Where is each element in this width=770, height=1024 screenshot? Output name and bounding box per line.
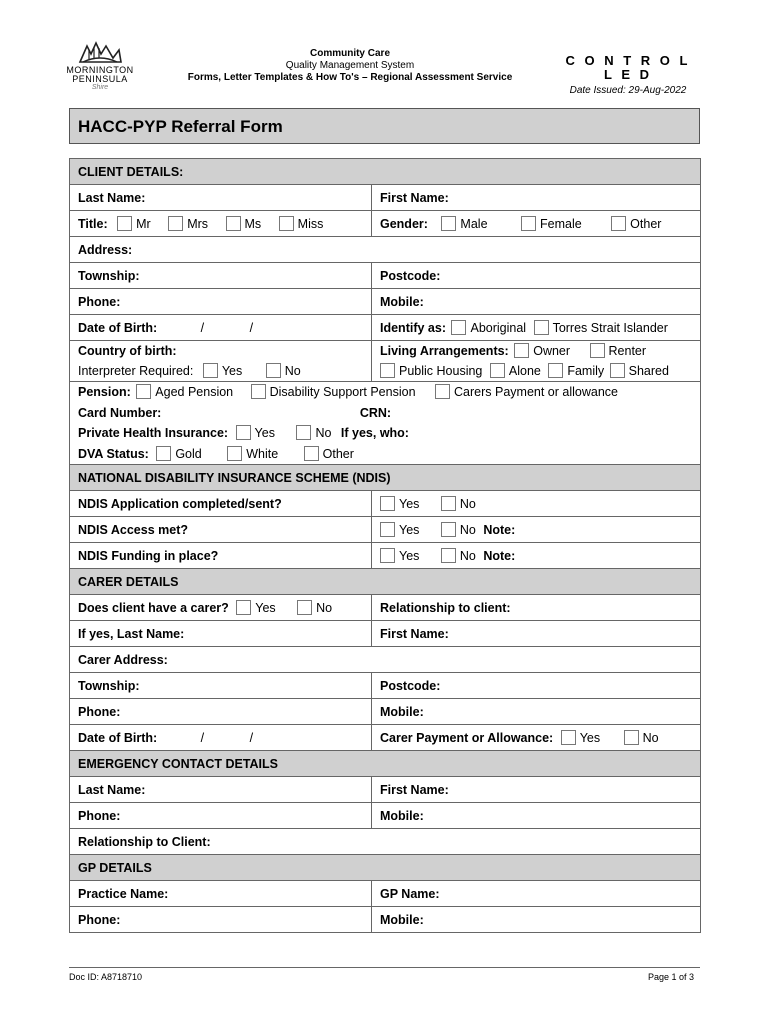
gp-phone-field[interactable] xyxy=(70,907,372,933)
option-label: Alone xyxy=(508,364,541,378)
field-label: NDIS Funding in place? xyxy=(78,548,219,563)
field-label: Date of Birth: xyxy=(78,320,158,335)
checkbox-family[interactable] xyxy=(548,363,563,378)
section-row xyxy=(70,751,701,777)
checkbox-interpreter-no[interactable] xyxy=(266,363,281,378)
gp-name-field[interactable] xyxy=(372,881,701,907)
ndis-access-options xyxy=(372,517,701,543)
date-issued: Date Issued: 29-Aug-2022 xyxy=(569,85,687,96)
checkbox-renter[interactable] xyxy=(590,343,605,358)
option-label: Miss xyxy=(297,217,324,231)
option-label: Aged Pension xyxy=(155,385,234,399)
emergency-phone-field[interactable] xyxy=(70,803,372,829)
option-label: Carers Payment or allowance xyxy=(454,385,618,399)
if-yes-who-label: If yes, who: xyxy=(340,426,409,440)
dva-label: DVA Status: xyxy=(78,446,149,461)
section-row xyxy=(70,465,701,491)
note-label: Note: xyxy=(483,523,516,537)
field-label: Last Name: xyxy=(78,190,146,205)
logo-emblem-icon xyxy=(77,40,123,66)
page-footer xyxy=(69,967,700,982)
carer-mobile-field[interactable] xyxy=(372,699,701,725)
option-label: No xyxy=(459,523,476,537)
field-label: Township: xyxy=(78,268,140,283)
option-label: Yes xyxy=(255,601,276,615)
option-label: Renter xyxy=(608,344,647,358)
option-label: Yes xyxy=(254,426,275,440)
option-label: Torres Strait Islander xyxy=(552,321,668,335)
table-row xyxy=(70,595,701,621)
table-row xyxy=(70,289,701,315)
header-center xyxy=(155,48,545,84)
field-label: Mobile: xyxy=(380,704,424,719)
interpreter-label: Interpreter Required: xyxy=(78,364,194,378)
controlled-label: C O N T R O L L E D xyxy=(565,53,691,82)
emergency-mobile-field[interactable] xyxy=(372,803,701,829)
doc-id: Doc ID: A8718710 xyxy=(69,972,143,982)
carer-address-field[interactable] xyxy=(70,647,701,673)
checkbox-ndis-access-no[interactable] xyxy=(441,522,456,537)
table-row xyxy=(70,829,701,855)
client-dob-field[interactable] xyxy=(70,315,372,341)
carer-section-heading: CARER DETAILS xyxy=(70,569,701,595)
client-township-field[interactable] xyxy=(70,263,372,289)
table-row xyxy=(70,907,701,933)
option-label: Yes xyxy=(579,731,601,745)
checkbox-dva-other[interactable] xyxy=(304,446,319,461)
header-subtitle: Forms, Letter Templates & How To's – Regional Assessment Service xyxy=(187,72,513,83)
option-label: No xyxy=(642,731,659,745)
table-row xyxy=(70,491,701,517)
field-label: NDIS Application completed/sent? xyxy=(78,496,282,511)
option-label: Female xyxy=(540,217,582,231)
carer-township-field[interactable] xyxy=(70,673,372,699)
checkbox-dva-white[interactable] xyxy=(227,446,242,461)
table-row xyxy=(70,263,701,289)
table-row xyxy=(70,621,701,647)
form-title: HACC-PYP Referral Form xyxy=(69,108,700,144)
option-label: No xyxy=(316,601,333,615)
checkbox-carer-payment-yes[interactable] xyxy=(561,730,576,745)
checkbox-carer-yes[interactable] xyxy=(236,600,251,615)
table-row xyxy=(70,699,701,725)
checkbox-health-no[interactable] xyxy=(296,425,311,440)
field-label: Carer Payment or Allowance: xyxy=(380,731,554,745)
header-right xyxy=(558,54,698,98)
checkbox-ndis-funding-no[interactable] xyxy=(441,548,456,563)
checkbox-ndis-funding-yes[interactable] xyxy=(380,548,395,563)
checkbox-other-gender[interactable] xyxy=(611,216,626,231)
carer-first-name-field[interactable] xyxy=(372,621,701,647)
referral-form-table xyxy=(69,158,701,933)
section-row xyxy=(70,159,701,185)
field-label: NDIS Access met? xyxy=(78,522,188,537)
carer-dob-field[interactable] xyxy=(70,725,372,751)
checkbox-miss[interactable] xyxy=(279,216,294,231)
field-label: Last Name: xyxy=(78,782,146,797)
checkbox-alone[interactable] xyxy=(490,363,505,378)
field-label: Carer Address: xyxy=(78,652,168,667)
option-label: Yes xyxy=(221,364,243,378)
gp-mobile-field[interactable] xyxy=(372,907,701,933)
emergency-section-heading: EMERGENCY CONTACT DETAILS xyxy=(70,751,701,777)
client-address-field[interactable] xyxy=(70,237,701,263)
table-row xyxy=(70,382,701,465)
option-label: White xyxy=(246,446,279,461)
option-label: Mrs xyxy=(187,217,209,231)
field-label: Mobile: xyxy=(380,912,424,927)
date-separator: / xyxy=(249,320,254,335)
living-label: Living Arrangements: xyxy=(380,344,509,358)
carer-relationship-field[interactable] xyxy=(372,595,701,621)
page-header xyxy=(60,38,710,98)
option-label: No xyxy=(459,497,476,511)
option-label: Disability Support Pension xyxy=(269,385,416,399)
field-label: If yes, Last Name: xyxy=(78,626,185,641)
option-label: No xyxy=(315,426,332,440)
field-label: Mobile: xyxy=(380,294,424,309)
carer-payment-options xyxy=(372,725,701,751)
logo-line3: Shire xyxy=(91,84,109,91)
carer-postcode-field[interactable] xyxy=(372,673,701,699)
table-row xyxy=(70,543,701,569)
gender-options xyxy=(372,211,701,237)
field-label: Does client have a carer? xyxy=(78,601,229,615)
client-first-name-field[interactable] xyxy=(372,185,701,211)
table-row xyxy=(70,881,701,907)
field-label: Mobile: xyxy=(380,808,424,823)
date-separator: / xyxy=(249,730,254,745)
ndis-application-label-cell xyxy=(70,491,372,517)
title-options xyxy=(70,211,372,237)
field-label: Practice Name: xyxy=(78,886,169,901)
section-row xyxy=(70,569,701,595)
table-row xyxy=(70,315,701,341)
checkbox-mr[interactable] xyxy=(117,216,132,231)
ndis-funding-options xyxy=(372,543,701,569)
client-postcode-field[interactable] xyxy=(372,263,701,289)
carer-last-name-field[interactable] xyxy=(70,621,372,647)
checkbox-mrs[interactable] xyxy=(168,216,183,231)
field-label: Gender: xyxy=(380,217,428,231)
table-row xyxy=(70,237,701,263)
checkbox-male[interactable] xyxy=(441,216,456,231)
field-label: First Name: xyxy=(380,626,449,641)
table-row xyxy=(70,517,701,543)
checkbox-carer-no[interactable] xyxy=(297,600,312,615)
option-label: Male xyxy=(460,217,488,231)
field-label: Phone: xyxy=(78,704,121,719)
field-label: Phone: xyxy=(78,912,121,927)
living-arrangements-cell xyxy=(372,341,701,382)
checkbox-shared[interactable] xyxy=(610,363,625,378)
field-label: Phone: xyxy=(78,808,121,823)
card-number-label: Card Number: xyxy=(78,405,162,420)
client-phone-field[interactable] xyxy=(70,289,372,315)
crn-label: CRN: xyxy=(359,405,392,420)
org-name: Community Care xyxy=(309,48,390,59)
field-label: Phone: xyxy=(78,294,121,309)
ndis-section-heading: NATIONAL DISABILITY INSURANCE SCHEME (NDIS) xyxy=(70,465,701,491)
client-section-heading: CLIENT DETAILS: xyxy=(70,159,701,185)
checkbox-carer-payment-no[interactable] xyxy=(624,730,639,745)
gp-section-heading: GP DETAILS xyxy=(70,855,701,881)
checkbox-ndis-access-yes[interactable] xyxy=(380,522,395,537)
checkbox-disability-pension[interactable] xyxy=(251,384,266,399)
field-label: Postcode: xyxy=(380,678,441,693)
table-row xyxy=(70,803,701,829)
field-label: Identify as: xyxy=(380,321,446,335)
client-mobile-field[interactable] xyxy=(372,289,701,315)
checkbox-public-housing[interactable] xyxy=(380,363,395,378)
table-row xyxy=(70,211,701,237)
table-row xyxy=(70,777,701,803)
emergency-first-name-field[interactable] xyxy=(372,777,701,803)
field-label: Date of Birth: xyxy=(78,730,158,745)
checkbox-aged-pension[interactable] xyxy=(136,384,151,399)
ndis-application-options xyxy=(372,491,701,517)
country-interpreter-cell xyxy=(70,341,372,382)
date-separator: / xyxy=(200,320,205,335)
carer-phone-field[interactable] xyxy=(70,699,372,725)
option-label: Ms xyxy=(244,217,262,231)
option-label: Shared xyxy=(628,364,669,378)
emergency-relationship-field[interactable] xyxy=(70,829,701,855)
shire-logo xyxy=(60,40,140,96)
ndis-access-label-cell xyxy=(70,517,372,543)
pension-cell xyxy=(70,382,701,465)
checkbox-aboriginal[interactable] xyxy=(451,320,466,335)
field-label: Relationship to client: xyxy=(380,600,511,615)
country-of-birth-label: Country of birth: xyxy=(78,344,177,358)
option-label: No xyxy=(284,364,301,378)
checkbox-female[interactable] xyxy=(521,216,536,231)
page-number: Page 1 of 3 xyxy=(647,972,694,982)
option-label: No xyxy=(459,549,476,563)
private-health-label: Private Health Insurance: xyxy=(78,426,229,440)
table-row xyxy=(70,647,701,673)
option-label: Yes xyxy=(399,497,420,511)
checkbox-interpreter-yes[interactable] xyxy=(203,363,218,378)
option-label: Other xyxy=(322,446,354,461)
checkbox-ndis-app-no[interactable] xyxy=(441,496,456,511)
option-label: Aboriginal xyxy=(470,321,527,335)
identify-options xyxy=(372,315,701,341)
option-label: Mr xyxy=(136,217,151,231)
checkbox-ndis-app-yes[interactable] xyxy=(380,496,395,511)
option-label: Yes xyxy=(399,523,420,537)
checkbox-dva-gold[interactable] xyxy=(156,446,171,461)
field-label: Title: xyxy=(78,217,108,231)
field-label: Address: xyxy=(78,242,133,257)
field-label: Relationship to Client: xyxy=(78,834,211,849)
checkbox-owner[interactable] xyxy=(514,343,529,358)
has-carer-options xyxy=(70,595,372,621)
checkbox-ms[interactable] xyxy=(226,216,241,231)
logo-line1: MORNINGTON xyxy=(66,65,134,75)
option-label: Yes xyxy=(399,549,420,563)
client-last-name-field[interactable] xyxy=(70,185,372,211)
table-row xyxy=(70,673,701,699)
checkbox-torres-strait[interactable] xyxy=(534,320,549,335)
field-label: First Name: xyxy=(380,190,449,205)
table-row xyxy=(70,185,701,211)
system-name: Quality Management System xyxy=(285,60,415,71)
checkbox-carers-payment[interactable] xyxy=(435,384,450,399)
option-label: Public Housing xyxy=(399,364,483,378)
field-label: GP Name: xyxy=(380,886,440,901)
option-label: Other xyxy=(630,217,662,231)
field-label: Township: xyxy=(78,678,140,693)
option-label: Owner xyxy=(533,344,571,358)
field-label: First Name: xyxy=(380,782,449,797)
note-label: Note: xyxy=(483,549,516,563)
option-label: Gold xyxy=(175,446,202,461)
logo-line2: PENINSULA xyxy=(72,74,128,84)
emergency-last-name-field[interactable] xyxy=(70,777,372,803)
field-label: Postcode: xyxy=(380,268,441,283)
gp-practice-field[interactable] xyxy=(70,881,372,907)
option-label: Family xyxy=(567,364,605,378)
table-row xyxy=(70,341,701,382)
date-separator: / xyxy=(200,730,205,745)
checkbox-health-yes[interactable] xyxy=(236,425,251,440)
pension-label: Pension: xyxy=(78,385,131,399)
table-row xyxy=(70,725,701,751)
ndis-funding-label-cell xyxy=(70,543,372,569)
section-row xyxy=(70,855,701,881)
